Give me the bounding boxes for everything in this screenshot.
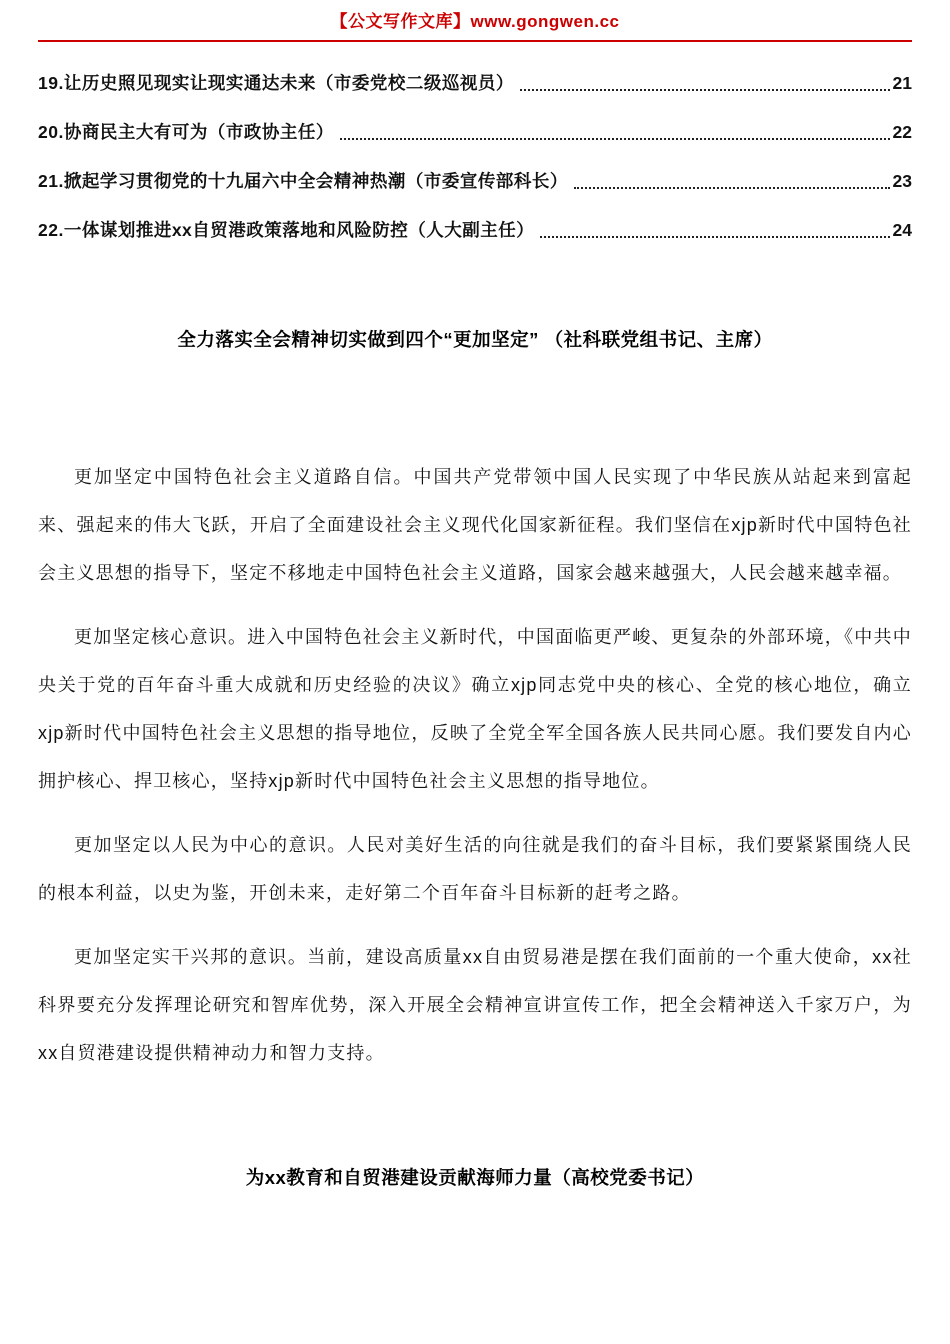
header-divider [38,40,912,42]
toc-entry [38,217,912,243]
toc-leader-dots [340,138,890,140]
toc-entry-title: 22.一体谋划推进xx自贸港政策落地和风险防控（人大副主任） [38,220,535,240]
article-title: 全力落实全会精神切实做到四个“更加坚定” （社科联党组书记、主席） [177,329,773,350]
article-paragraph: 更加坚定中国特色社会主义道路自信。中国共产党带领中国人民实现了中华民族从站起来到富起来、强起来的伟大飞跃，开启了全面建设社会主义现代化国家新征程。我们坚信在xjp新时代中国特色社会主义思想的指导下，坚定不移地走中国特色社会主义道路，国家会越来越强大，人民会越来越幸福。 [38,467,912,583]
article-paragraph: 更加坚定核心意识。进入中国特色社会主义新时代，中国面临更严峻、更复杂的外部环境，《中共中央关于党的百年奋斗重大成就和历史经验的决议》确立xjp同志党中央的核心、全党的核心地位，确立xjp新时代中国特色社会主义思想的指导地位，反映了全党全军全国各族人民共同心愿。我们要发自内心拥护核心、捍卫核心，坚持xjp新时代中国特色社会主义思想的指导地位。 [38,627,912,791]
toc-page-number: 22 [892,122,912,142]
toc-entry-title: 21.掀起学习贯彻党的十九届六中全会精神热潮（市委宣传部科长） [38,171,568,191]
toc-page-number: 23 [892,171,912,191]
toc-page-number: 24 [892,220,912,240]
page-header [38,10,912,42]
toc-entry [38,168,912,194]
article-body [38,453,912,1077]
toc-page-number: 21 [892,73,912,93]
toc-leader-dots [520,89,890,91]
next-article-title: 为xx教育和自贸港建设贡献海师力量（高校党委书记） [245,1167,705,1188]
toc-leader-dots [574,187,890,189]
toc-entry-title: 19.让历史照见现实让现实通达未来（市委党校二级巡视员） [38,73,514,93]
toc-entry [38,70,912,96]
toc-leader-dots [540,236,889,238]
article-paragraph: 更加坚定实干兴邦的意识。当前，建设高质量xx自由贸易港是摆在我们面前的一个重大使命，xx社科界要充分发挥理论研究和智库优势，深入开展全会精神宣讲宣传工作，把全会精神送入千家万户，为xx自贸港建设提供精神动力和智力支持。 [38,947,912,1063]
site-watermark: 【公文写作文库】www.gongwen.cc [330,12,620,31]
toc-entry [38,119,912,145]
table-of-contents [38,70,912,243]
article-paragraph: 更加坚定以人民为中心的意识。人民对美好生活的向往就是我们的奋斗目标，我们要紧紧围绕人民的根本利益，以史为鉴，开创未来，走好第二个百年奋斗目标新的赶考之路。 [38,835,912,903]
toc-entry-title: 20.协商民主大有可为（市政协主任） [38,122,334,142]
